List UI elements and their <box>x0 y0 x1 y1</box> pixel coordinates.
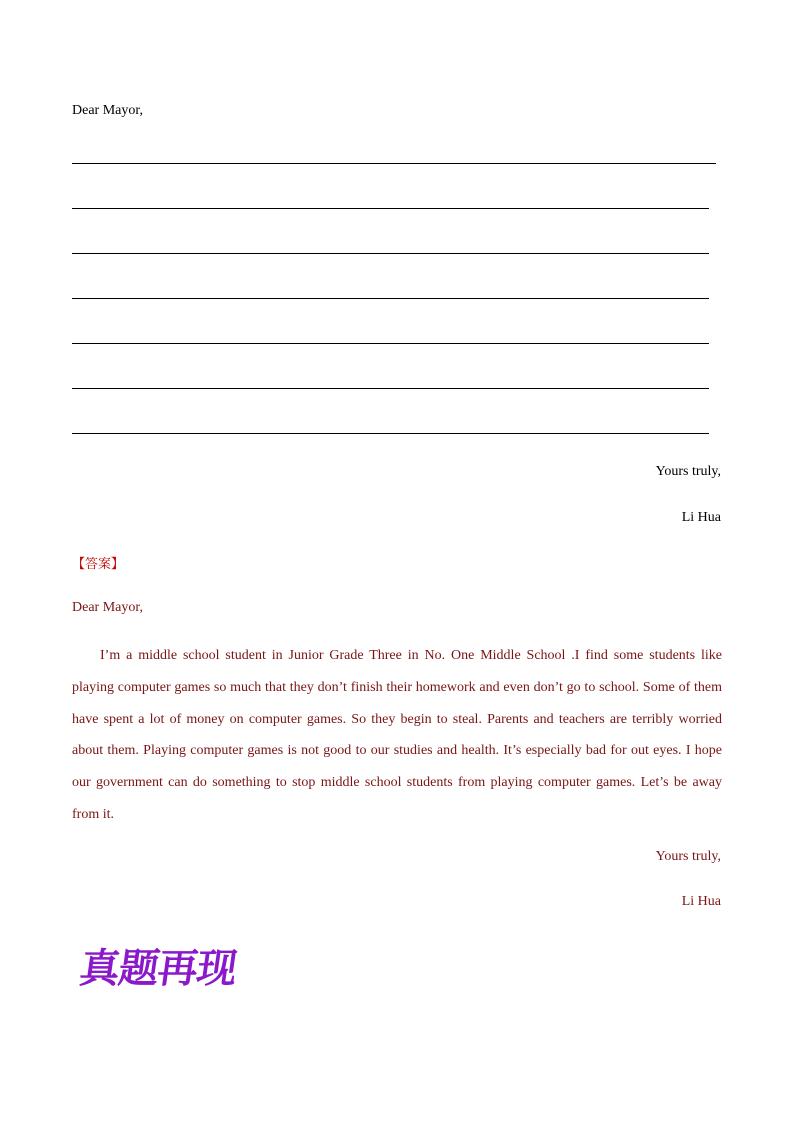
writing-line <box>72 208 709 209</box>
answer-label: 【答案】 <box>72 557 125 572</box>
writing-line <box>72 343 709 344</box>
writing-line <box>72 298 709 299</box>
section-banner-title: 真题再现 <box>76 945 240 992</box>
letter-salutation: Dear Mayor, <box>72 103 143 118</box>
writing-line <box>72 163 716 164</box>
answer-closing: Yours truly, <box>655 849 721 864</box>
letter-signature: Li Hua <box>681 510 721 525</box>
writing-line <box>72 433 709 434</box>
answer-signature: Li Hua <box>681 894 721 909</box>
writing-line <box>72 253 709 254</box>
answer-salutation: Dear Mayor, <box>72 600 143 615</box>
answer-essay-body: I’m a middle school student in Junior Grade Three in No. One Middle School .I find some students like playing computer games so much that they don’t finish their homework and even don’t go to school. Some of them have spent a lot of money on computer games. So they begin to steal. Parents and teachers are terribly worried about them. Playing computer games is not good to our studies and health. It’s especially bad for out eyes. I hope our government can do something to stop middle school students from playing computer games. Let’s be away from it. <box>72 648 722 822</box>
letter-closing: Yours truly, <box>655 464 721 479</box>
writing-line <box>72 388 709 389</box>
